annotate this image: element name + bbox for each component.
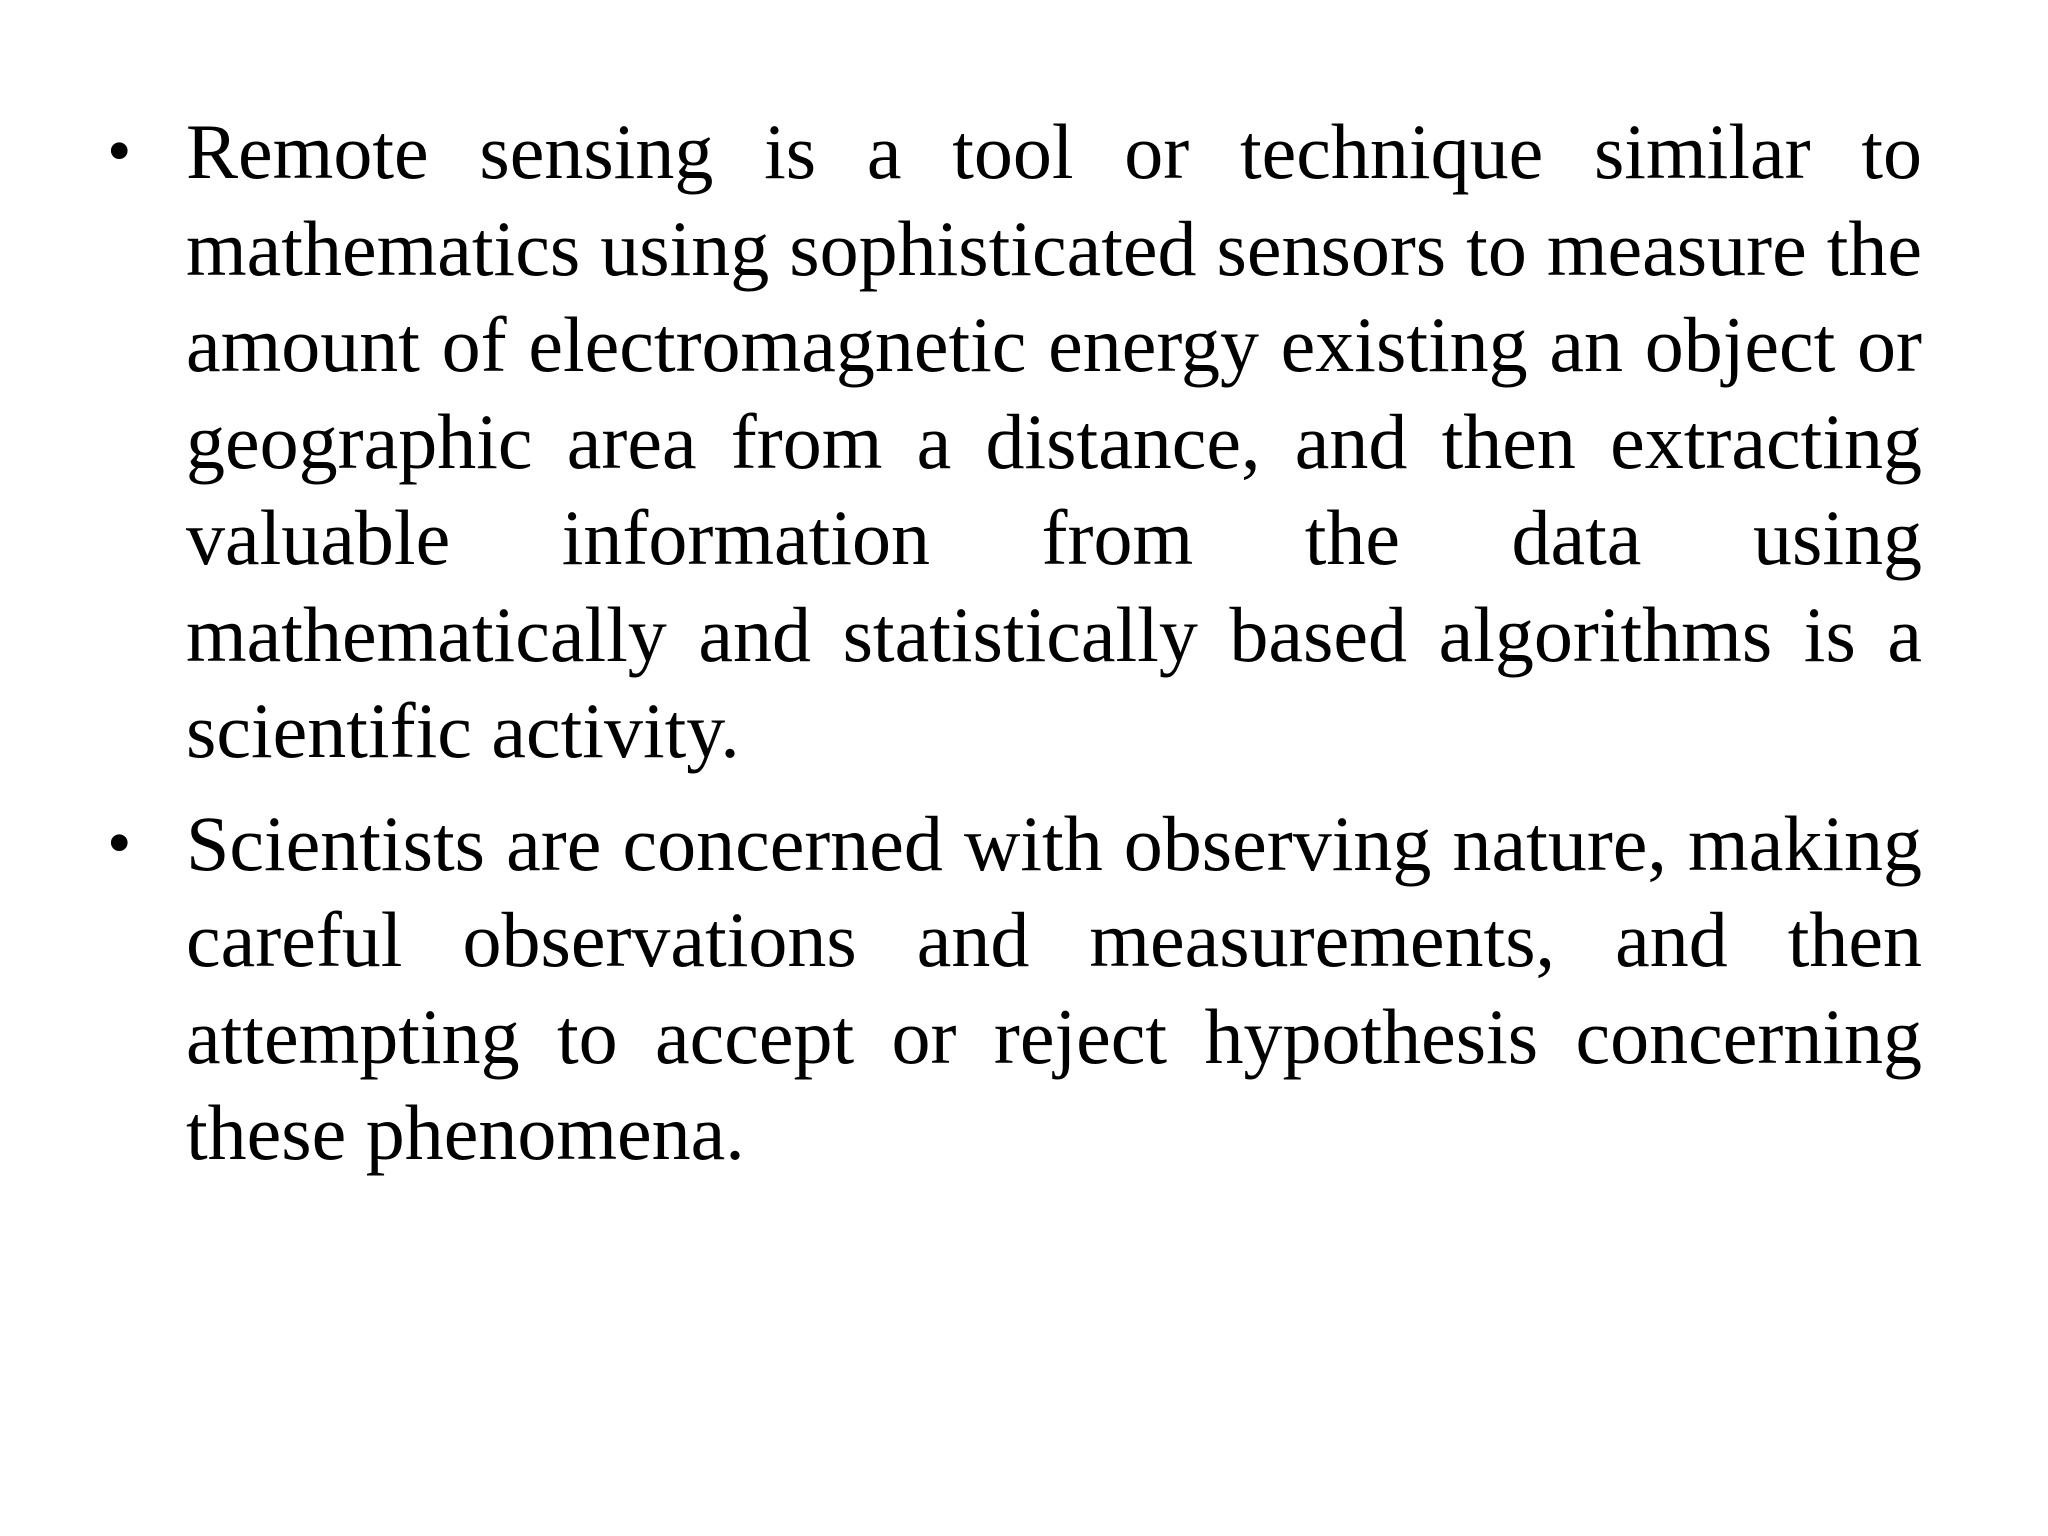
bullet-dot-icon: • [107,113,132,190]
bullet-list [107,104,1922,1198]
bullet-text: Remote sensing is a tool or technique similar to mathematics using sophisticated sensors to measure the amount of electromagnetic energy existing an object or geographic area from a distance, and then extracting valuable information from the data using mathematically and statistically based algorithms is a scientific activity. [186,108,1922,774]
bullet-dot-icon: • [107,804,132,882]
bullet-text: Scientists are concerned with observing nature, making careful observations and measurements, and then attempting to accept or reject hypothesis concerning these phenomena. [186,799,1922,1176]
bullet-item-scientists [107,796,1922,1182]
bullet-item-remote-sensing [107,104,1922,780]
